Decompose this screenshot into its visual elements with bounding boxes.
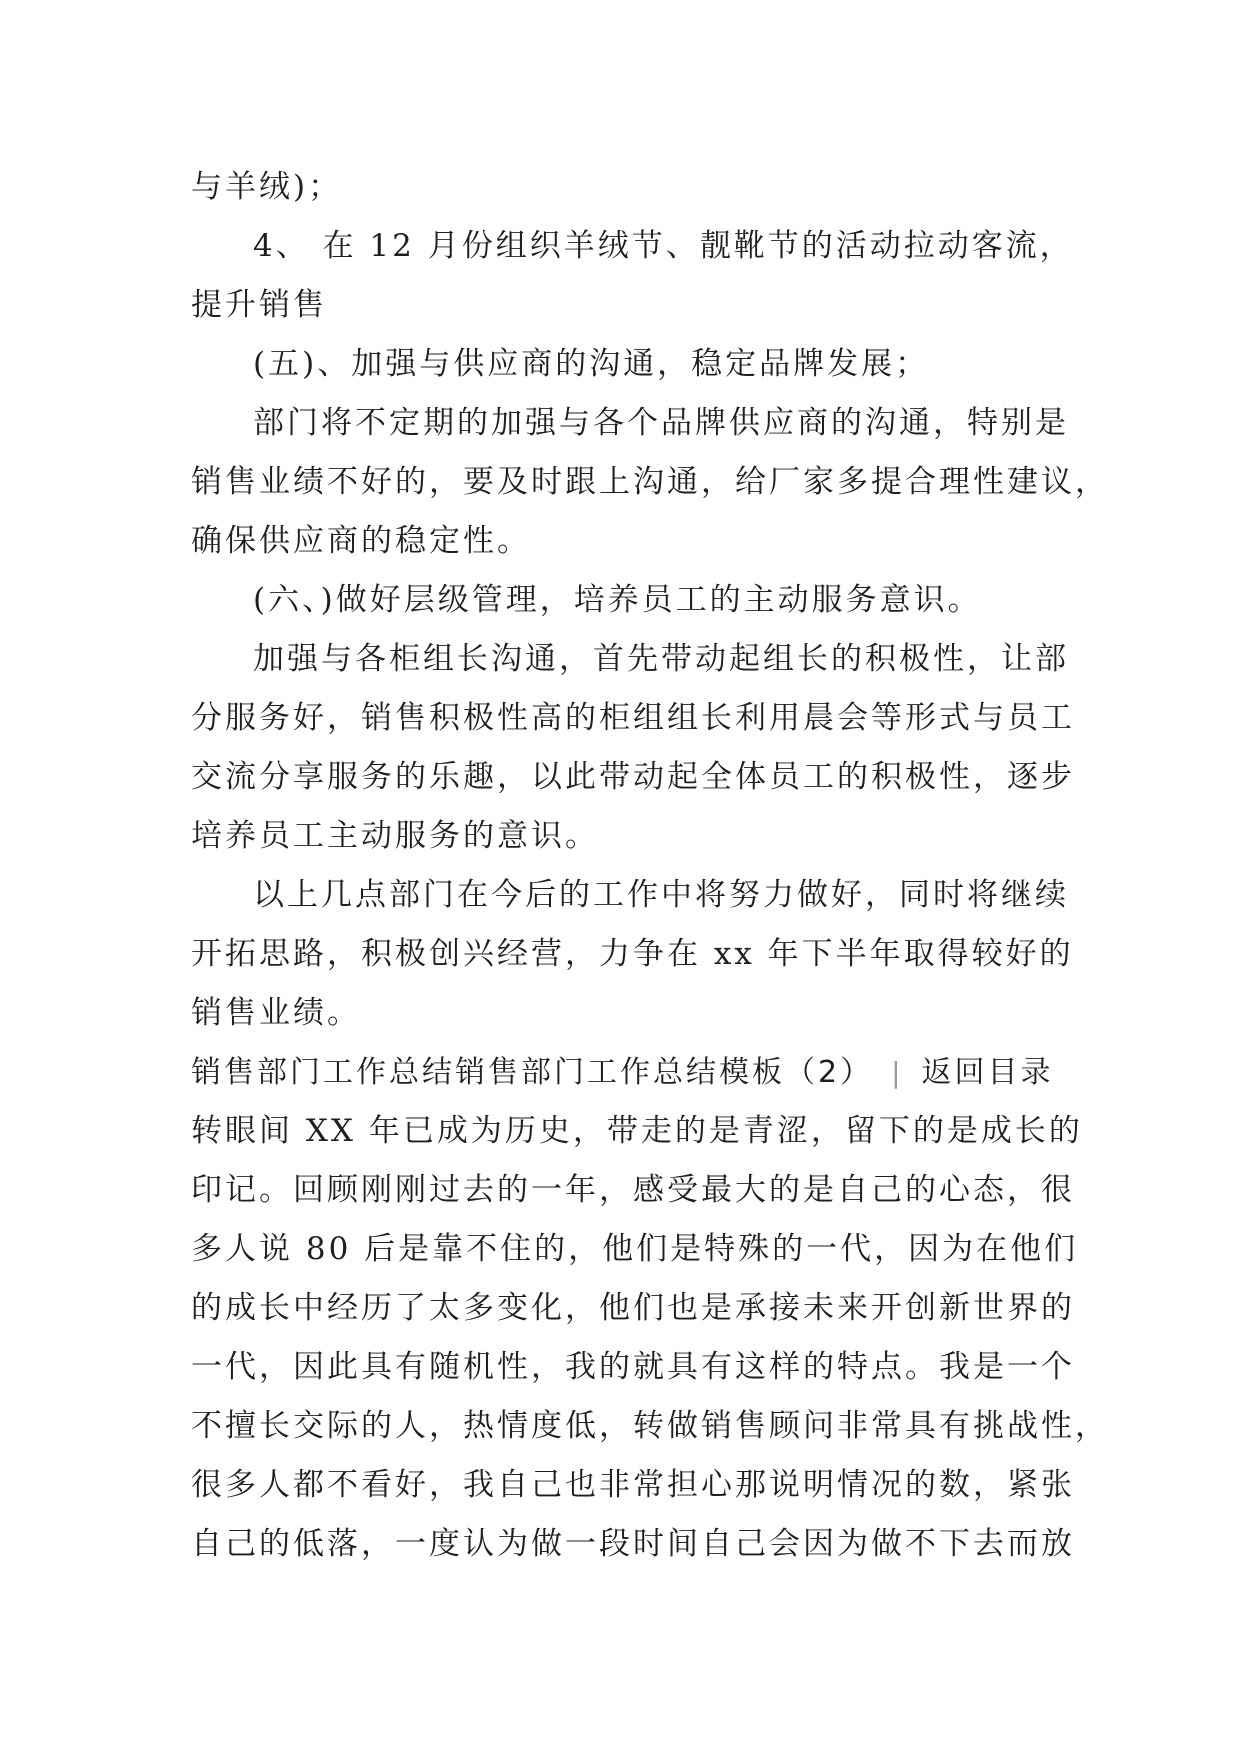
heading-separator: | — [891, 1056, 904, 1089]
paragraph-line: 不擅长交际的人，热情度低，转做销售顾问非常具有挑战性， — [191, 1408, 1109, 1444]
paragraph-line: 4、 在 12 月份组织羊绒节、靓靴节的活动拉动客流， — [253, 228, 1074, 264]
paragraph-line: (六、)做好层级管理，培养员工的主动服务意识。 — [253, 582, 982, 618]
section-title: 销售部门工作总结销售部门工作总结模板（2） — [191, 1055, 874, 1090]
paragraph-line: 交流分享服务的乐趣，以此带动起全体员工的积极性，逐步 — [191, 759, 1075, 795]
section-heading — [191, 1043, 1054, 1102]
paragraph-line: 销售业绩。 — [191, 995, 361, 1031]
paragraph-line: 培养员工主动服务的意识。 — [191, 818, 599, 854]
paragraph-line: 部门将不定期的加强与各个品牌供应商的沟通，特别是 — [253, 405, 1069, 441]
paragraph-line: 确保供应商的稳定性。 — [191, 523, 531, 559]
paragraph-line: 的成长中经历了太多变化，他们也是承接未来开创新世界的 — [191, 1290, 1075, 1326]
document-body — [191, 158, 1109, 1574]
paragraph-line: 提升销售 — [191, 287, 327, 323]
paragraph-line: 转眼间 XX 年已成为历史，带走的是青涩，留下的是成长的 — [191, 1113, 1083, 1149]
paragraph-line: 开拓思路，积极创兴经营，力争在 xx 年下半年取得较好的 — [191, 936, 1074, 972]
back-to-toc-link[interactable]: 返回目录 — [921, 1055, 1054, 1090]
paragraph-line: 一代，因此具有随机性，我的就具有这样的特点。我是一个 — [191, 1349, 1075, 1385]
paragraph-line: 很多人都不看好，我自己也非常担心那说明情况的数，紧张 — [191, 1467, 1075, 1503]
paragraph-line: 多人说 80 后是靠不住的，他们是特殊的一代，因为在他们 — [191, 1231, 1079, 1267]
paragraph-line: 自己的低落，一度认为做一段时间自己会因为做不下去而放 — [191, 1526, 1075, 1562]
paragraph-line: 与羊绒)； — [191, 169, 343, 205]
paragraph-line: 印记。回顾刚刚过去的一年，感受最大的是自己的心态，很 — [191, 1172, 1075, 1208]
paragraph-line: 销售业绩不好的，要及时跟上沟通，给厂家多提合理性建议， — [191, 464, 1109, 500]
paragraph-line: 分服务好，销售积极性高的柜组组长利用晨会等形式与员工 — [191, 700, 1075, 736]
paragraph-line: 加强与各柜组长沟通，首先带动起组长的积极性，让部 — [253, 641, 1069, 677]
paragraph-line: (五)、加强与供应商的沟通，稳定品牌发展； — [253, 346, 930, 382]
paragraph-line: 以上几点部门在今后的工作中将努力做好，同时将继续 — [253, 877, 1069, 913]
